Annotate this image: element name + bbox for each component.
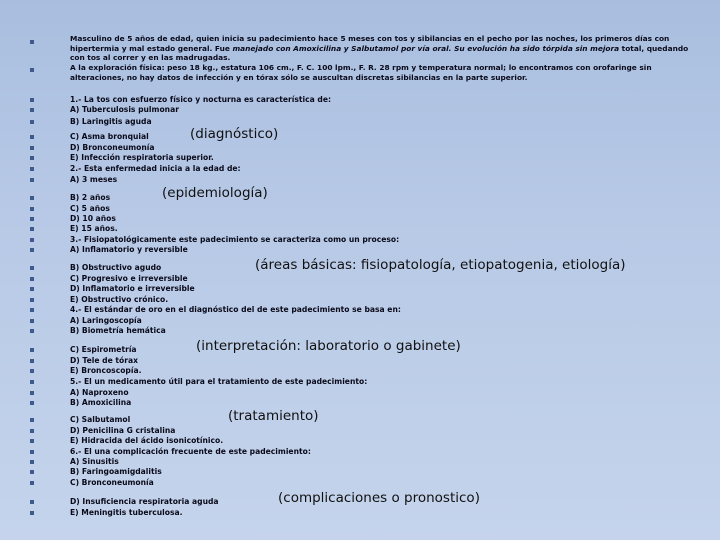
bullet-icon: [30, 217, 34, 221]
list-item: D) Inflamatorio e irreversible: [70, 284, 195, 293]
bullet-icon: [30, 277, 34, 281]
note-tratamiento: (tratamiento): [228, 408, 319, 424]
list-item: C) Progresivo e irreversible: [70, 274, 188, 283]
bullet-icon: [30, 207, 34, 211]
case-description: [70, 34, 690, 63]
bullet-icon: [30, 329, 34, 333]
bullet-icon: [30, 470, 34, 474]
list-item: C) 5 años: [70, 204, 110, 213]
list-item: 3.- Fisiopatológicamente este padecimiento se caracteriza como un proceso:: [70, 235, 400, 244]
note-diagnostico: (diagnóstico): [190, 126, 279, 142]
bullet-icon: [30, 120, 34, 124]
list-item: A) Inflamatorio y reversible: [70, 245, 188, 254]
case-text-italic: manejado con Amoxicilina y Salbutamol por vía oral. Su evolución ha sido tórpida sin mejora: [232, 43, 620, 53]
list-item: 1.- La tos con esfuerzo físico y nocturna es característica de:: [70, 95, 332, 104]
list-item: B) Laringitis aguda: [70, 117, 152, 126]
bullet-icon: [30, 248, 34, 252]
list-item: D) Bronconeumonía: [70, 143, 155, 152]
list-item: E) Meningitis tuberculosa.: [70, 508, 183, 517]
bullet-icon: [30, 418, 34, 422]
bullet-icon: [30, 40, 34, 44]
bullet-icon: [30, 68, 34, 72]
bullet-icon: [30, 380, 34, 384]
bullet-icon: [30, 308, 34, 312]
note-epidemiologia: (epidemiología): [162, 185, 268, 201]
list-item: B) Faringoamigdalitis: [70, 467, 162, 476]
bullet-icon: [30, 108, 34, 112]
bullet-icon: [30, 227, 34, 231]
list-item: B) Obstructivo agudo: [70, 263, 162, 272]
list-item: D) Penicilina G cristalina: [70, 426, 176, 435]
bullet-icon: [30, 178, 34, 182]
list-item: E) Obstructivo crónico.: [70, 295, 169, 304]
list-item: B) 2 años: [70, 193, 111, 202]
bullet-icon: [30, 146, 34, 150]
list-item: D) Insuficiencia respiratoria aguda: [70, 497, 219, 506]
bullet-icon: [30, 391, 34, 395]
bullet-icon: [30, 238, 34, 242]
list-item: A) Tuberculosis pulmonar: [70, 105, 179, 114]
case-text: Masculino de 5 años de edad, quien inicia su padecimiento hace 5 meses con tos y sibilancias en el pecho por las noches, los primeros días con hipertermia y mal estado general. Fue: [70, 34, 670, 53]
bullet-icon: [30, 135, 34, 139]
bullet-icon: [30, 429, 34, 433]
note-areas-basicas: (áreas básicas: fisiopatología, etiopatogenia, etiología): [255, 257, 626, 273]
list-item: B) Amoxicilina: [70, 398, 132, 407]
list-item: C) Asma bronquial: [70, 132, 149, 141]
bullet-icon: [30, 450, 34, 454]
physical-exam: A la exploración física: peso 18 kg., estatura 106 cm., F. C. 100 lpm., F. R. 28 rpm y temperatura normal; lo encontramos con orofaringe sin alteraciones, no hay datos de infección y en tórax sólo se auscultan discretas sibilancias en la parte superior.: [70, 63, 652, 82]
list-item: A) Laringoscopía: [70, 316, 142, 325]
list-item: E) Broncoscopía.: [70, 366, 142, 375]
bullet-icon: [30, 348, 34, 352]
bullet-icon: [30, 460, 34, 464]
bullet-icon: [30, 298, 34, 302]
list-item: E) Infección respiratoria superior.: [70, 153, 214, 162]
bullet-icon: [30, 196, 34, 200]
list-item: C) Salbutamol: [70, 415, 131, 424]
list-item: C) Espirometría: [70, 345, 137, 354]
list-item: C) Bronconeumonía: [70, 478, 154, 487]
bullet-icon: [30, 156, 34, 160]
bullet-icon: [30, 319, 34, 323]
list-item: A) Naproxeno: [70, 388, 129, 397]
list-item: E) Hidracida del ácido isonicotínico.: [70, 436, 224, 445]
list-item: D) 10 años: [70, 214, 116, 223]
bullet-icon: [30, 369, 34, 373]
list-item: 5.- El un medicamento útil para el tratamiento de este padecimiento:: [70, 377, 368, 386]
note-complicaciones: (complicaciones o pronostico): [278, 490, 480, 506]
list-item: E) 15 años.: [70, 224, 118, 233]
bullet-icon: [30, 266, 34, 270]
bullet-icon: [30, 500, 34, 504]
bullet-icon: [30, 511, 34, 515]
list-item: D) Tele de tórax: [70, 356, 138, 365]
case-text-end: total, quedando con tos al correr y en las madrugadas.: [70, 43, 689, 63]
list-item: 4.- El estándar de oro en el diagnóstico del de este padecimiento se basa en:: [70, 305, 401, 314]
bullet-icon: [30, 167, 34, 171]
list-item: A) Sinusitis: [70, 457, 119, 466]
list-item: 2.- Esta enfermedad inicia a la edad de:: [70, 164, 241, 173]
list-item: 6.- El una complicación frecuente de este padecimiento:: [70, 447, 311, 456]
bullet-icon: [30, 401, 34, 405]
bullet-icon: [30, 359, 34, 363]
note-interpretacion: (interpretación: laboratorio o gabinete): [196, 338, 461, 354]
bullet-icon: [30, 439, 34, 443]
bullet-icon: [30, 481, 34, 485]
bullet-icon: [30, 287, 34, 291]
bullet-icon: [30, 98, 34, 102]
list-item: A) 3 meses: [70, 175, 118, 184]
list-item: B) Biometría hemática: [70, 326, 166, 335]
